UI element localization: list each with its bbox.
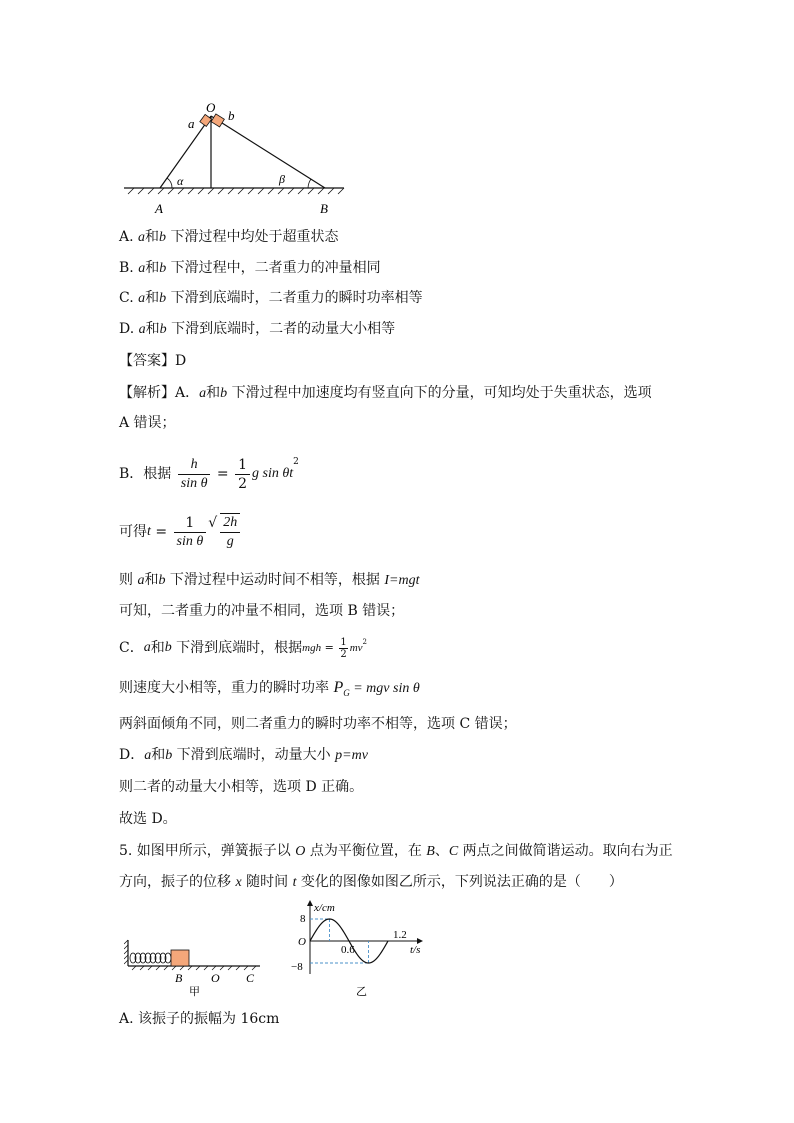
- q5-line2: 方向，振子的位移 x 随时间 t 变化的图像如图乙所示，下列说法正确的是（ ）: [119, 874, 623, 890]
- tick-label-neg8: −8: [291, 961, 303, 973]
- label-C-spring: C: [246, 971, 255, 985]
- angle-alpha-arc: [167, 178, 172, 188]
- caption-yi: 乙: [356, 986, 367, 998]
- incline-b: [211, 116, 325, 188]
- x-axis-label: t/s: [410, 944, 421, 956]
- tick-label-0.6: 0.6: [341, 944, 355, 956]
- analysis-d-line2: 则二者的动量大小相等，选项 D 正确。: [119, 779, 364, 795]
- conclusion: 故选 D。: [119, 811, 177, 827]
- option-d: D. a和b 下滑到底端时，二者的动量大小相等: [119, 321, 396, 337]
- ground-hatching: [128, 188, 344, 194]
- incline-figure: [118, 96, 348, 220]
- analysis-d-line1: D．a和b 下滑到底端时，动量大小 p=mv: [119, 747, 368, 763]
- spring-figure: [124, 936, 266, 1000]
- analysis-b-t-formula: 可得t = $\frac{1}{\text{sin θ}}$ √ $\frac{2h}{g}$: [119, 513, 240, 551]
- label-O-spring: O: [211, 971, 220, 985]
- label-alpha: α: [177, 174, 184, 188]
- q5-line1: 5. 如图甲所示，弹簧振子以 O 点为平衡位置，在 B、C 两点之间做简谐运动。取向右为正: [119, 843, 673, 859]
- label-O: O: [206, 100, 216, 115]
- origin-label: O: [298, 936, 306, 948]
- xt-graph: [286, 898, 436, 1002]
- q5-option-a: A. 该振子的振幅为 16cm: [119, 1011, 280, 1027]
- y-axis-label: x/cm: [314, 902, 335, 914]
- block-b: [211, 114, 224, 127]
- oscillator-block: [171, 950, 189, 966]
- analysis-c-line2: 则速度大小相等，重力的瞬时功率 $P_G$ = mgv sin θ: [119, 679, 420, 698]
- option-a: A. a和b 下滑过程中均处于超重状态: [119, 229, 339, 245]
- label-A: A: [155, 201, 163, 216]
- caption-jia: 甲: [189, 986, 200, 998]
- tick-label-8: 8: [300, 913, 306, 925]
- analysis-b-formula: B．根据 $\frac{h}{\text{sin θ}}$ = $\frac{1}{2}$ g $\sin \theta t^2$: [119, 456, 299, 492]
- label-a: a: [188, 116, 195, 131]
- label-B-spring: B: [175, 971, 183, 985]
- label-b: b: [228, 108, 235, 123]
- analysis-b-line4: 可知，二者重力的冲量不相同，选项 B 错误；: [119, 603, 405, 619]
- incline-a: [160, 116, 211, 188]
- angle-beta-arc: [308, 179, 311, 188]
- label-B: B: [320, 201, 328, 216]
- analysis-b-line3: 则 a和b 下滑过程中运动时间不相等，根据 I=mgt: [119, 572, 420, 588]
- analysis-a-line1: 【解析】A．a和b 下滑过程中加速度均有竖直向下的分量，可知均处于失重状态，选项: [119, 385, 652, 401]
- label-beta: β: [279, 172, 285, 186]
- analysis-a-line2: A 错误；: [119, 415, 176, 431]
- spring: [130, 953, 171, 963]
- answer: 【答案】D: [119, 353, 187, 369]
- option-b: B. a和b 下滑过程中，二者重力的冲量相同: [119, 260, 381, 276]
- option-c: C. a和b 下滑到底端时，二者重力的瞬时功率相等: [119, 290, 423, 306]
- block-a: [200, 114, 212, 126]
- analysis-c-line3: 两斜面倾角不同，则二者重力的瞬时功率不相等，选项 C 错误；: [119, 716, 517, 732]
- tick-label-1.2: 1.2: [393, 929, 407, 941]
- analysis-c-line1: C．a和b 下滑到底端时，根据mgh = $\frac{1}{2}$ $mv^2$: [119, 636, 368, 660]
